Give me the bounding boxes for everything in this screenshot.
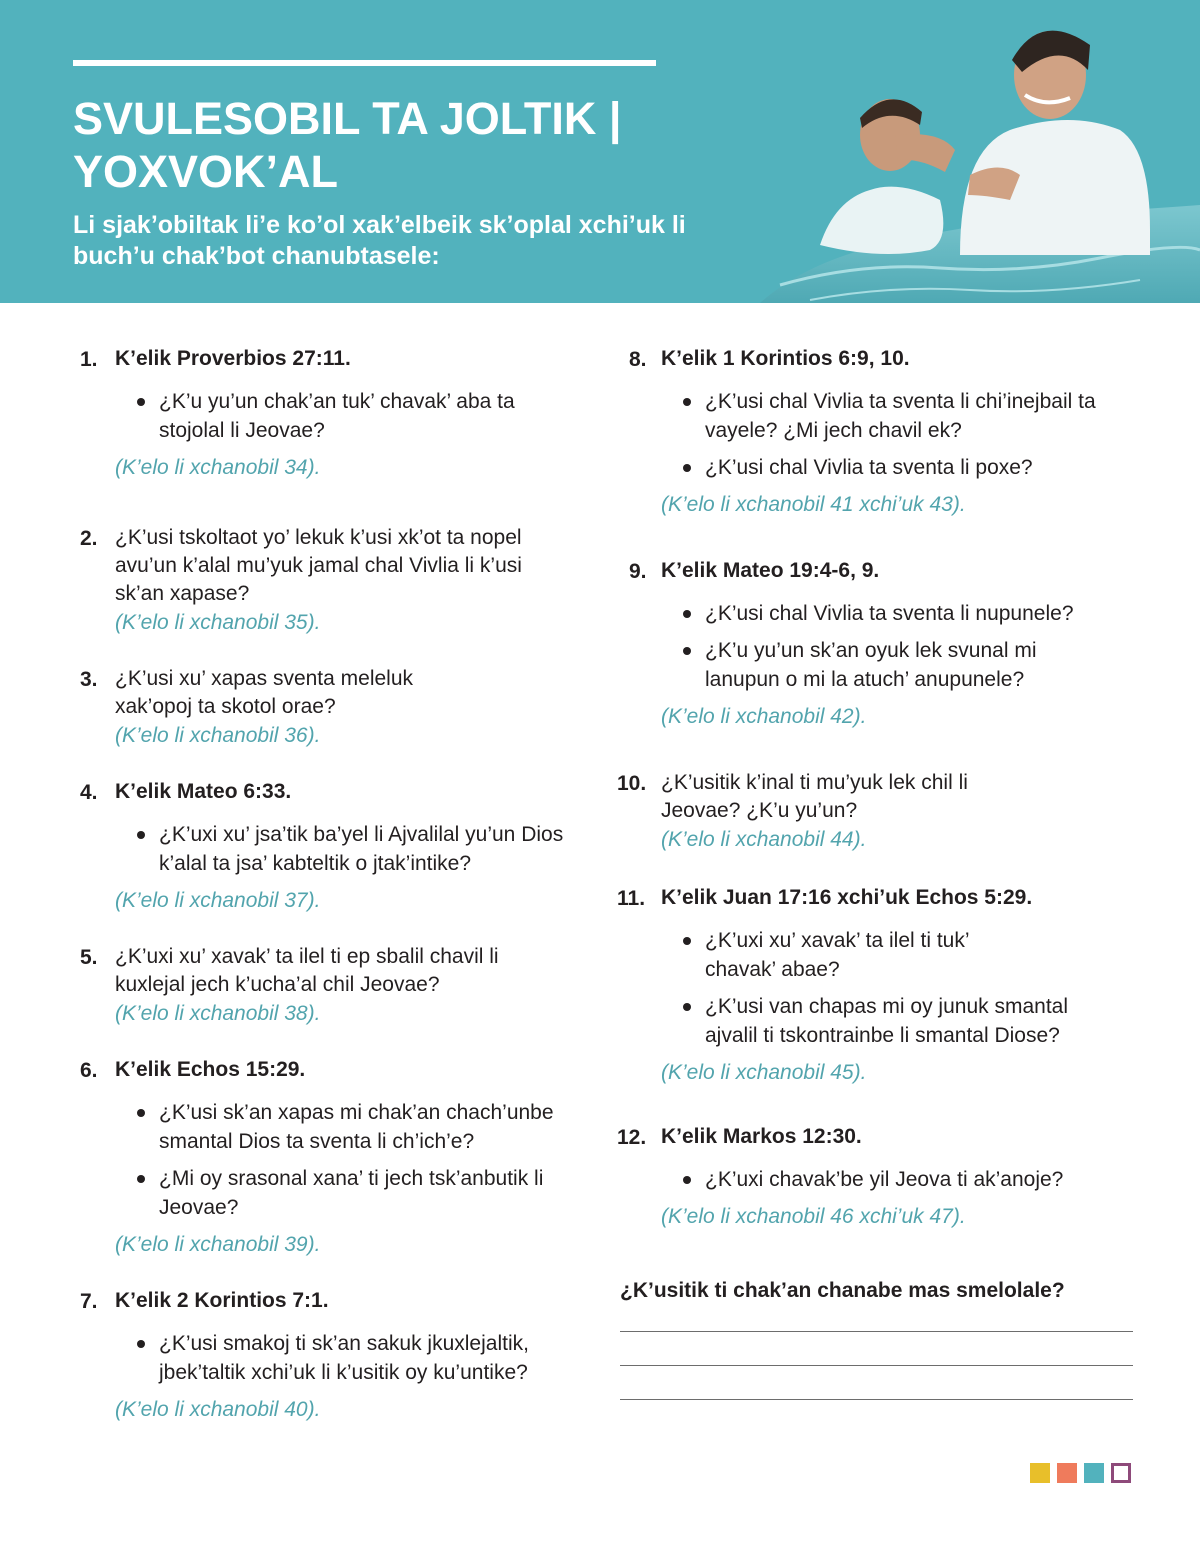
question-number: 6. [80,1059,98,1082]
question-text: K’elik 1 Korintios 6:9, 10. [661,347,910,370]
question-text: ¿K’usitik k’inal ti mu’yuk lek chil li Jeovae? ¿K’u yu’un? [661,771,968,822]
bullet-item: ¿K’u yu’un sk’an oyuk lek svunal mi lanupun o mi la atuch’ anupunele? [683,636,1105,694]
question-number: 8. [629,348,647,371]
bullet-icon [137,831,145,839]
header-banner [0,0,1200,303]
lesson-reference: (K’elo li xchanobil 44). [661,828,867,851]
lesson-reference: (K’elo li xchanobil 42). [661,705,867,728]
bullet-icon [683,1003,691,1011]
question-6 [80,1056,590,1259]
question-number: 2. [80,527,98,550]
question-number: 3. [80,668,98,691]
bullet-icon [137,1175,145,1183]
bullet-item: ¿K’usi chal Vivlia ta sventa li chi’inejbail ta vayele? ¿Mi jech chavil ek? [683,387,1125,445]
question-8 [617,345,1137,519]
question-number: 1. [80,348,98,371]
question-12 [617,1123,1137,1231]
orange-square-icon [1057,1463,1077,1483]
bullet-icon [683,647,691,655]
header-rule [73,60,656,66]
bullet-icon [683,1176,691,1184]
question-text: K’elik 2 Korintios 7:1. [115,1289,329,1312]
question-text: K’elik Markos 12:30. [661,1125,862,1148]
lesson-reference: (K’elo li xchanobil 36). [115,724,321,747]
lesson-reference: (K’elo li xchanobil 46 xchi’uk 47). [661,1205,966,1228]
outline-square-icon [1111,1463,1131,1483]
question-text: K’elik Mateo 19:4-6, 9. [661,559,880,582]
bullet-item: ¿K’uxi chavak’be yil Jeova ti ak’anoje? [683,1165,1135,1194]
bullet-icon [683,610,691,618]
bullet-icon [137,1340,145,1348]
question-bullets [115,1329,590,1387]
page-subtitle: Li sjak’obiltak li’e ko’ol xak’elbeik sk’oplal xchi’uk li buch’u chak’bot chanubtasele: [73,211,686,270]
question-number: 4. [80,781,98,804]
question-number: 12. [617,1126,647,1149]
bullet-icon [683,937,691,945]
bullet-icon [137,1109,145,1117]
question-text: K’elik Mateo 6:33. [115,780,292,803]
question-bullets [115,387,590,445]
bullet-icon [137,398,145,406]
question-bullets [115,1098,590,1222]
question-2 [80,524,590,637]
bullet-item: ¿K’usi sk’an xapas mi chak’an chach’unbe smantal Dios ta sventa li ch’ich’e? [137,1098,589,1156]
left-column [80,345,590,1424]
bullet-icon [683,464,691,472]
answer-line[interactable] [620,1399,1133,1400]
question-7 [80,1287,590,1424]
question-bullets [661,1165,1137,1194]
question-bullets [115,820,590,878]
answer-line[interactable] [620,1365,1133,1366]
question-10 [617,769,1137,854]
bullet-item: ¿Mi oy srasonal xana’ ti jech tsk’anbutik li Jeovae? [137,1164,579,1222]
question-text: ¿K’uxi xu’ xavak’ ta ilel ti ep sbalil chavil li kuxlejal jech k’ucha’al chil Jeovae? [115,945,499,996]
bullet-item: ¿K’u yu’un chak’an tuk’ chavak’ aba ta stojolal li Jeovae? [137,387,529,445]
question-number: 10. [617,772,647,795]
lesson-reference: (K’elo li xchanobil 35). [115,611,321,634]
yellow-square-icon [1030,1463,1050,1483]
question-text: K’elik Echos 15:29. [115,1058,306,1081]
bullet-icon [683,398,691,406]
lesson-reference: (K’elo li xchanobil 45). [661,1061,867,1084]
baptism-illustration [740,0,1200,303]
bullet-item: ¿K’usi chal Vivlia ta sventa li poxe? [683,453,1125,482]
teal-square-icon [1084,1463,1104,1483]
question-11 [617,884,1137,1087]
lesson-reference: (K’elo li xchanobil 37). [115,889,321,912]
question-1 [80,345,590,482]
question-text: K’elik Juan 17:16 xchi’uk Echos 5:29. [661,886,1033,909]
page-title: SVULESOBIL TA JOLTIK | YOXVOK’AL [73,93,622,197]
question-bullets [661,599,1137,694]
lesson-reference: (K’elo li xchanobil 39). [115,1233,321,1256]
question-number: 7. [80,1290,98,1313]
lesson-reference: (K’elo li xchanobil 40). [115,1398,321,1421]
notes-prompt: ¿K’usitik ti chak’an chanabe mas smelolale? [620,1279,1065,1302]
question-number: 9. [629,560,647,583]
question-9 [617,557,1137,731]
question-number: 5. [80,946,98,969]
question-4 [80,778,590,915]
question-number: 11. [617,887,646,910]
question-text: ¿K’usi tskoltaot yo’ lekuk k’usi xk’ot ta nopel avu’un k’alal mu’yuk jamal chal Vivlia li k’usi sk’an xapase? [115,526,522,605]
right-column [617,345,1137,1231]
question-text: K’elik Proverbios 27:11. [115,347,351,370]
answer-line[interactable] [620,1331,1133,1332]
question-bullets [661,387,1137,482]
question-3 [80,665,590,750]
question-5 [80,943,590,1028]
lesson-reference: (K’elo li xchanobil 41 xchi’uk 43). [661,493,966,516]
question-text: ¿K’usi xu’ xapas sventa meleluk xak’opoj ta skotol orae? [115,667,414,718]
bullet-item: ¿K’usi smakoj ti sk’an sakuk jkuxlejaltik, jbek’taltik xchi’uk li k’usitik oy ku’untike? [137,1329,579,1387]
bullet-item: ¿K’uxi xu’ xavak’ ta ilel ti tuk’ chavak’ abae? [683,926,1005,984]
question-bullets [661,926,1137,1050]
bullet-item: ¿K’usi van chapas mi oy junuk smantal ajvalil ti tskontrainbe li smantal Diose? [683,992,1115,1050]
bullet-item: ¿K’usi chal Vivlia ta sventa li nupunele? [683,599,1135,628]
bullet-item: ¿K’uxi xu’ jsa’tik ba’yel li Ajvalilal yu’un Dios k’alal ta jsa’ kabteltik o jtak’intike? [137,820,599,878]
lesson-reference: (K’elo li xchanobil 34). [115,456,321,479]
lesson-reference: (K’elo li xchanobil 38). [115,1002,321,1025]
